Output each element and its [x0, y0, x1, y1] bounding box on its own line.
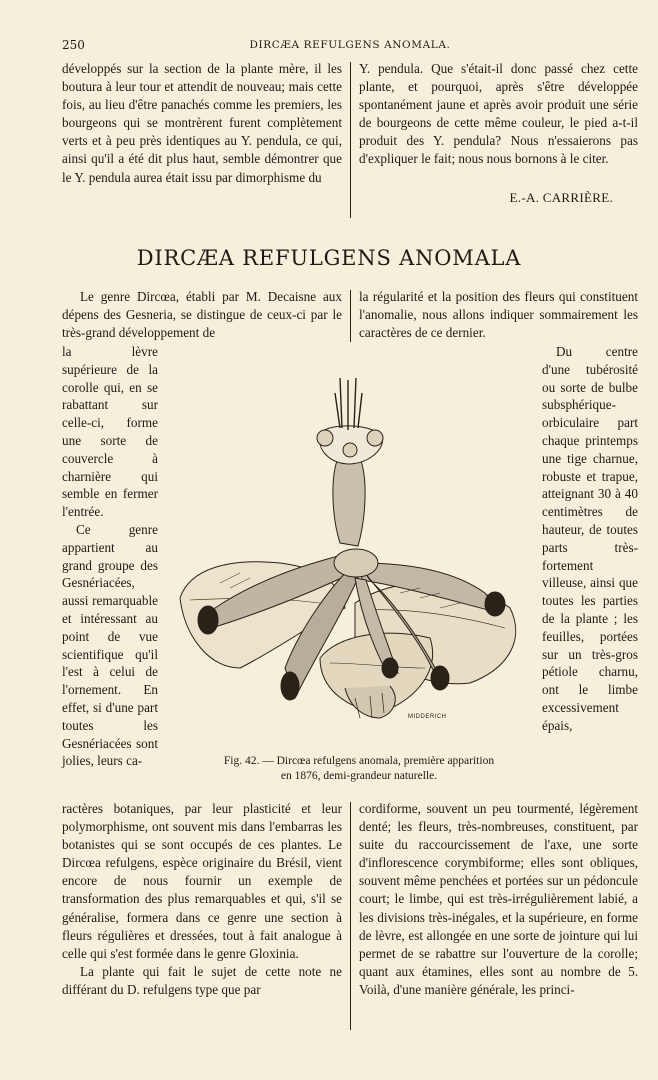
intro-right-text: la régularité et la position des fleurs qui constituent l'anomalie, nous allons indiquer sommairement les caractères de ce dernier. — [359, 289, 638, 341]
bottom-left-paragraph-2: La plante qui fait le sujet de cette note ne différant du D. refulgens type que par — [62, 963, 342, 997]
plant-illustration — [170, 368, 530, 750]
article-title: DIRCÆA REFULGENS ANOMALA — [136, 246, 522, 270]
wrap-right-paragraph: Du centre d'une tubérosité ou sorte de bulbe subsphérique-orbiculaire part chaque printemps une tige charnue, robuste et trapue, atteignant 30 à 40 centimètres de hauteur, de toutes parts très-fortement villeuse, ainsi que toutes les parties de la plante ; les feuilles, portées sur un très-gros pétiole charnu, ont le limbe excessivement épais, — [542, 344, 638, 733]
upright-flower — [333, 458, 365, 546]
wrap-right-column — [542, 343, 638, 735]
wrap-left-column — [62, 343, 158, 770]
column-divider — [350, 62, 351, 218]
intro-left-column — [62, 288, 342, 342]
bottom-right-text: cordiforme, souvent un peu tourmenté, légèrement denté; les fleurs, très-nombreuses, constituent, par suite du raccourcissement de l'axe, une sorte d'inflorescence corymbiforme; elles sont obliques, souvent même penchées et portées sur un pédoncule court; le limbe, qui est très-irrégulièrement labié, a les divisions très-inégales, et la supérieure, en forme de lèvre, est allongée en une sorte de jointure qui lui permet de se rabattre sur l'ouverture de la corolle; quant aux étamines, elles sont au nombre de 5. Voilà, d'une manière générale, les princi- — [359, 801, 638, 997]
page-number: 250 — [62, 38, 85, 52]
bottom-left-paragraph-1: ractères botaniques, par leur plasticité et leur polymorphisme, ont souvent mis dans l'embarras les botanistes qui se sont occupés de ces plantes. Le Dircœa refulgens, espèce originaire du Brésil, vient encore de nous fournir un exemple de transformation des plus remarquables et qui, s'il se généralise, formera dans ce genre une section à fleurs régulières et dressées, tout à fait analogue à celle qui s'est formée dans le genre Gloxinia. — [62, 801, 342, 961]
intro-left-text: Le genre Dircœa, établi par M. Decaisne aux dépens des Gesneria, se distingue de ceux-ci par le très-grand développement de — [62, 289, 342, 341]
author-signature: E.-A. CARRIÈRE. — [509, 190, 613, 205]
column-divider — [350, 802, 351, 1030]
page-header — [62, 38, 638, 56]
prev-article-right-column — [359, 60, 638, 169]
bottom-left-column — [62, 800, 342, 999]
figure-caption — [180, 754, 538, 784]
running-head: DIRCÆA REFULGENS ANOMALA. — [249, 39, 451, 51]
wrap-left-paragraph-1: la lèvre supérieure de la corolle qui, en se rabattant sur celle-ci, forme une sorte de couvercle à charnière qui semble en fermer l'entrée. — [62, 344, 158, 520]
intro-right-column — [359, 288, 638, 342]
figure-caption-line-1: Fig. 42. — Dircœa refulgens anomala, première apparition — [223, 755, 495, 767]
column-divider — [350, 290, 351, 342]
prev-article-left-column — [62, 60, 342, 187]
bottom-right-column — [359, 800, 638, 999]
prev-article-left-text: développés sur la section de la plante mère, il les boutura à leur tour et attendit de nouveau; mais cette fois, au lieu d'être panachés comme les premiers, les bourgeons qui se montrèrent furent complètement verts et à peu près identiques au Y. pendula, ce qui, ainsi qu'il a été dit plus haut, semble démontrer que le Y. pendula aurea était issu par dimorphisme du — [62, 61, 342, 185]
figure-caption-line-2: en 1876, demi-grandeur naturelle. — [280, 770, 438, 782]
engraver-signature: MIDDERICH — [408, 714, 447, 720]
prev-article-right-text: Y. pendula. Que s'était-il donc passé chez cette plante, et pourquoi, après s'être développée spontanément jaune et après avoir produit une série de bourgeons de cette même couleur, le pied a-t-il produit des Y. pendula? Nous n'essaierons pas d'expliquer le fait; nous nous bornons à le citer. — [359, 61, 638, 167]
wrap-left-paragraph-2: Ce genre appartient au grand groupe des Gesnériacées, aussi remarquable et intéressant au point de vue scientifique qu'il l'est à celui de l'ornement. En effet, si d'une part toutes les Gesnériacées sont jolies, leurs ca- — [62, 521, 158, 769]
